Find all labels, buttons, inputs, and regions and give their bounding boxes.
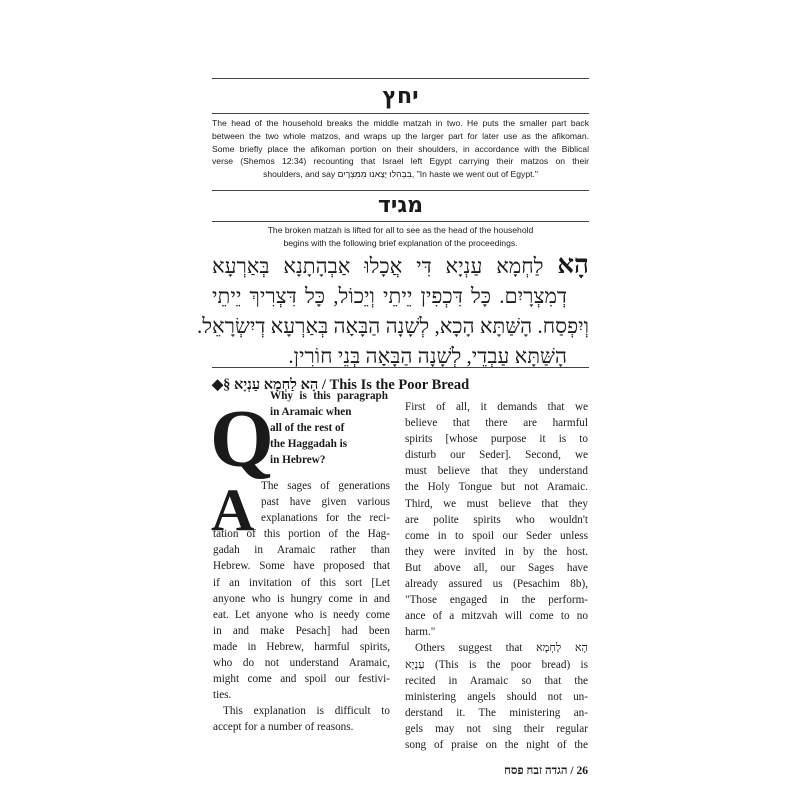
text-line: Hebrew. Some have proposed that: [213, 560, 390, 573]
yachatz-instructions: [212, 117, 589, 181]
aramaic-line: וְיִפְסַח. הָשַּׁתָּא הָכָא, לְשָׁנָה הַבָּאָה בְּאַרְעָא דְיִשְׂרָאֵל.: [196, 314, 589, 338]
question-dropcap: Q: [210, 393, 274, 484]
text-line: in Aramaic when: [270, 406, 352, 419]
text-line: "Those engaged in the perform-: [405, 594, 588, 607]
text-line: ministering angels should not un-: [405, 690, 588, 703]
text-line: Others suggest that הָא לַחְמָא: [415, 642, 588, 655]
aramaic-line: דְמִצְרָיִם. כָּל דִּכְפִין יֵיתֵי וְיֵכוֹל, כָּל דִּצְרִיךְ יֵיתֵי: [212, 284, 567, 308]
text-line: eat. Let anyone who is needy come: [213, 608, 390, 621]
text-line: past have given various: [261, 496, 390, 509]
answer-text: [213, 478, 390, 736]
text-line: believe that there are harmful: [405, 417, 588, 430]
text-line: the Holy Tongue but not Aramaic.: [405, 481, 588, 494]
text-line: Why is this paragraph: [270, 390, 388, 402]
maggid-instructions: [212, 224, 589, 250]
text-line: explanations for the reci-: [261, 512, 390, 525]
section-english-title: This Is the Poor Bread: [329, 377, 470, 393]
text-line: But above all, our Sages have: [405, 561, 588, 574]
ornament-icon: ◆§: [212, 377, 231, 393]
section-separator: /: [318, 377, 330, 393]
text-line: gadah in Aramaic rather than: [213, 544, 390, 557]
aramaic-first-word: הָא: [557, 250, 590, 279]
text-line: between the two whole matzos, and wraps up the larger part for later use as the afikoman.: [212, 130, 589, 141]
text-line: Some briefly place the afikoman portion on their shoulders, in accordance with the Biblical: [212, 143, 589, 154]
text-line: spirits [whose purpose it is to: [405, 433, 588, 446]
text-line: The sages of generations: [261, 480, 390, 492]
rule: [212, 221, 589, 222]
text-line: The head of the household breaks the middle matzah in two. He puts the smaller part back: [212, 118, 589, 128]
text-line: Third, we must believe that they: [405, 497, 588, 510]
text-line: made in Hebrew, harmful spirits,: [213, 640, 390, 653]
text-line: must believe that they understand: [405, 465, 588, 478]
text-line: derstand it. The ministering an-: [405, 706, 588, 719]
aramaic-line-text: לַחְמָא עַנְיָא דִּי אֲכָלוּ אַבְהָתָנָא בְּאַרְעָא: [212, 254, 544, 278]
text-line: recited in Aramaic so that the: [405, 674, 588, 687]
maggid-heading: מגיד: [377, 193, 424, 218]
page-footer: 26 / הגדה זבח פסח: [504, 765, 588, 777]
aramaic-text: [196, 250, 590, 371]
section-hebrew-title: הָא לַחְמָא עַנְיָא: [234, 377, 319, 393]
text-line: they were invited in by the host.: [405, 545, 588, 558]
text-line: The broken matzah is lifted for all to see as the head of the household: [267, 225, 534, 235]
text-line: shoulders, and say בִּבְהִלוּ יָצָאנוּ מִמִּצְרָיִם, "In haste we went out of Egypt.": [263, 169, 538, 180]
text-line: the Haggadah is: [270, 438, 348, 451]
aramaic-line: [212, 250, 589, 281]
text-line: begins with the following brief explanation of the proceedings.: [283, 237, 518, 248]
rule: [212, 190, 589, 191]
rule-top: [212, 78, 589, 79]
text-line: This explanation is difficult to: [223, 705, 390, 718]
answer-dropcap: A: [211, 477, 255, 543]
right-column-text: [405, 399, 588, 753]
text-line: already assured us (Pesachim 8b),: [405, 578, 588, 591]
text-line: all of the rest of: [270, 422, 345, 435]
text-line: gels may not sing their regular: [405, 722, 588, 735]
text-line: in Hebrew?: [270, 454, 326, 467]
text-line: song of praise on the night of the: [405, 738, 588, 751]
text-line: come in to spoil our Seder unless: [405, 529, 588, 542]
text-line: עַנְיָא (This is the poor bread) is: [405, 658, 588, 671]
text-line: tation of this portion of the Hag-: [213, 528, 390, 541]
text-line: might come and spoil our festivi-: [213, 673, 390, 686]
text-line: ties.: [213, 689, 232, 702]
text-line: ance of a mitzvah will come to no: [405, 610, 588, 623]
text-line: First of all, it demands that we: [405, 401, 588, 413]
question-text: [270, 388, 388, 468]
text-line: accept for a number of reasons.: [213, 721, 354, 734]
text-line: disturb our Seder]. Second, we: [405, 449, 588, 462]
text-line: are polite spirits who wouldn't: [405, 513, 588, 526]
rule: [212, 113, 589, 114]
text-line: anyone who is hungry come in and: [213, 592, 390, 605]
aramaic-line: הָשַּׁתָּא עַבְדֵי, לְשָׁנָה הַבָּאָה בְּנֵי חוֹרִין.: [288, 344, 567, 368]
text-line: in and make Pesach] had been: [213, 624, 390, 637]
text-line: verse (Shemos 12:34) recounting that Israel left Egypt carrying their matzos on their: [212, 156, 589, 167]
yachatz-heading: יחץ: [382, 84, 419, 109]
text-line: if an invitation of this sort [Let: [213, 576, 390, 589]
rule: [212, 367, 589, 368]
text-line: who do not understand Aramaic,: [213, 657, 390, 670]
text-line: harm.": [405, 626, 436, 639]
